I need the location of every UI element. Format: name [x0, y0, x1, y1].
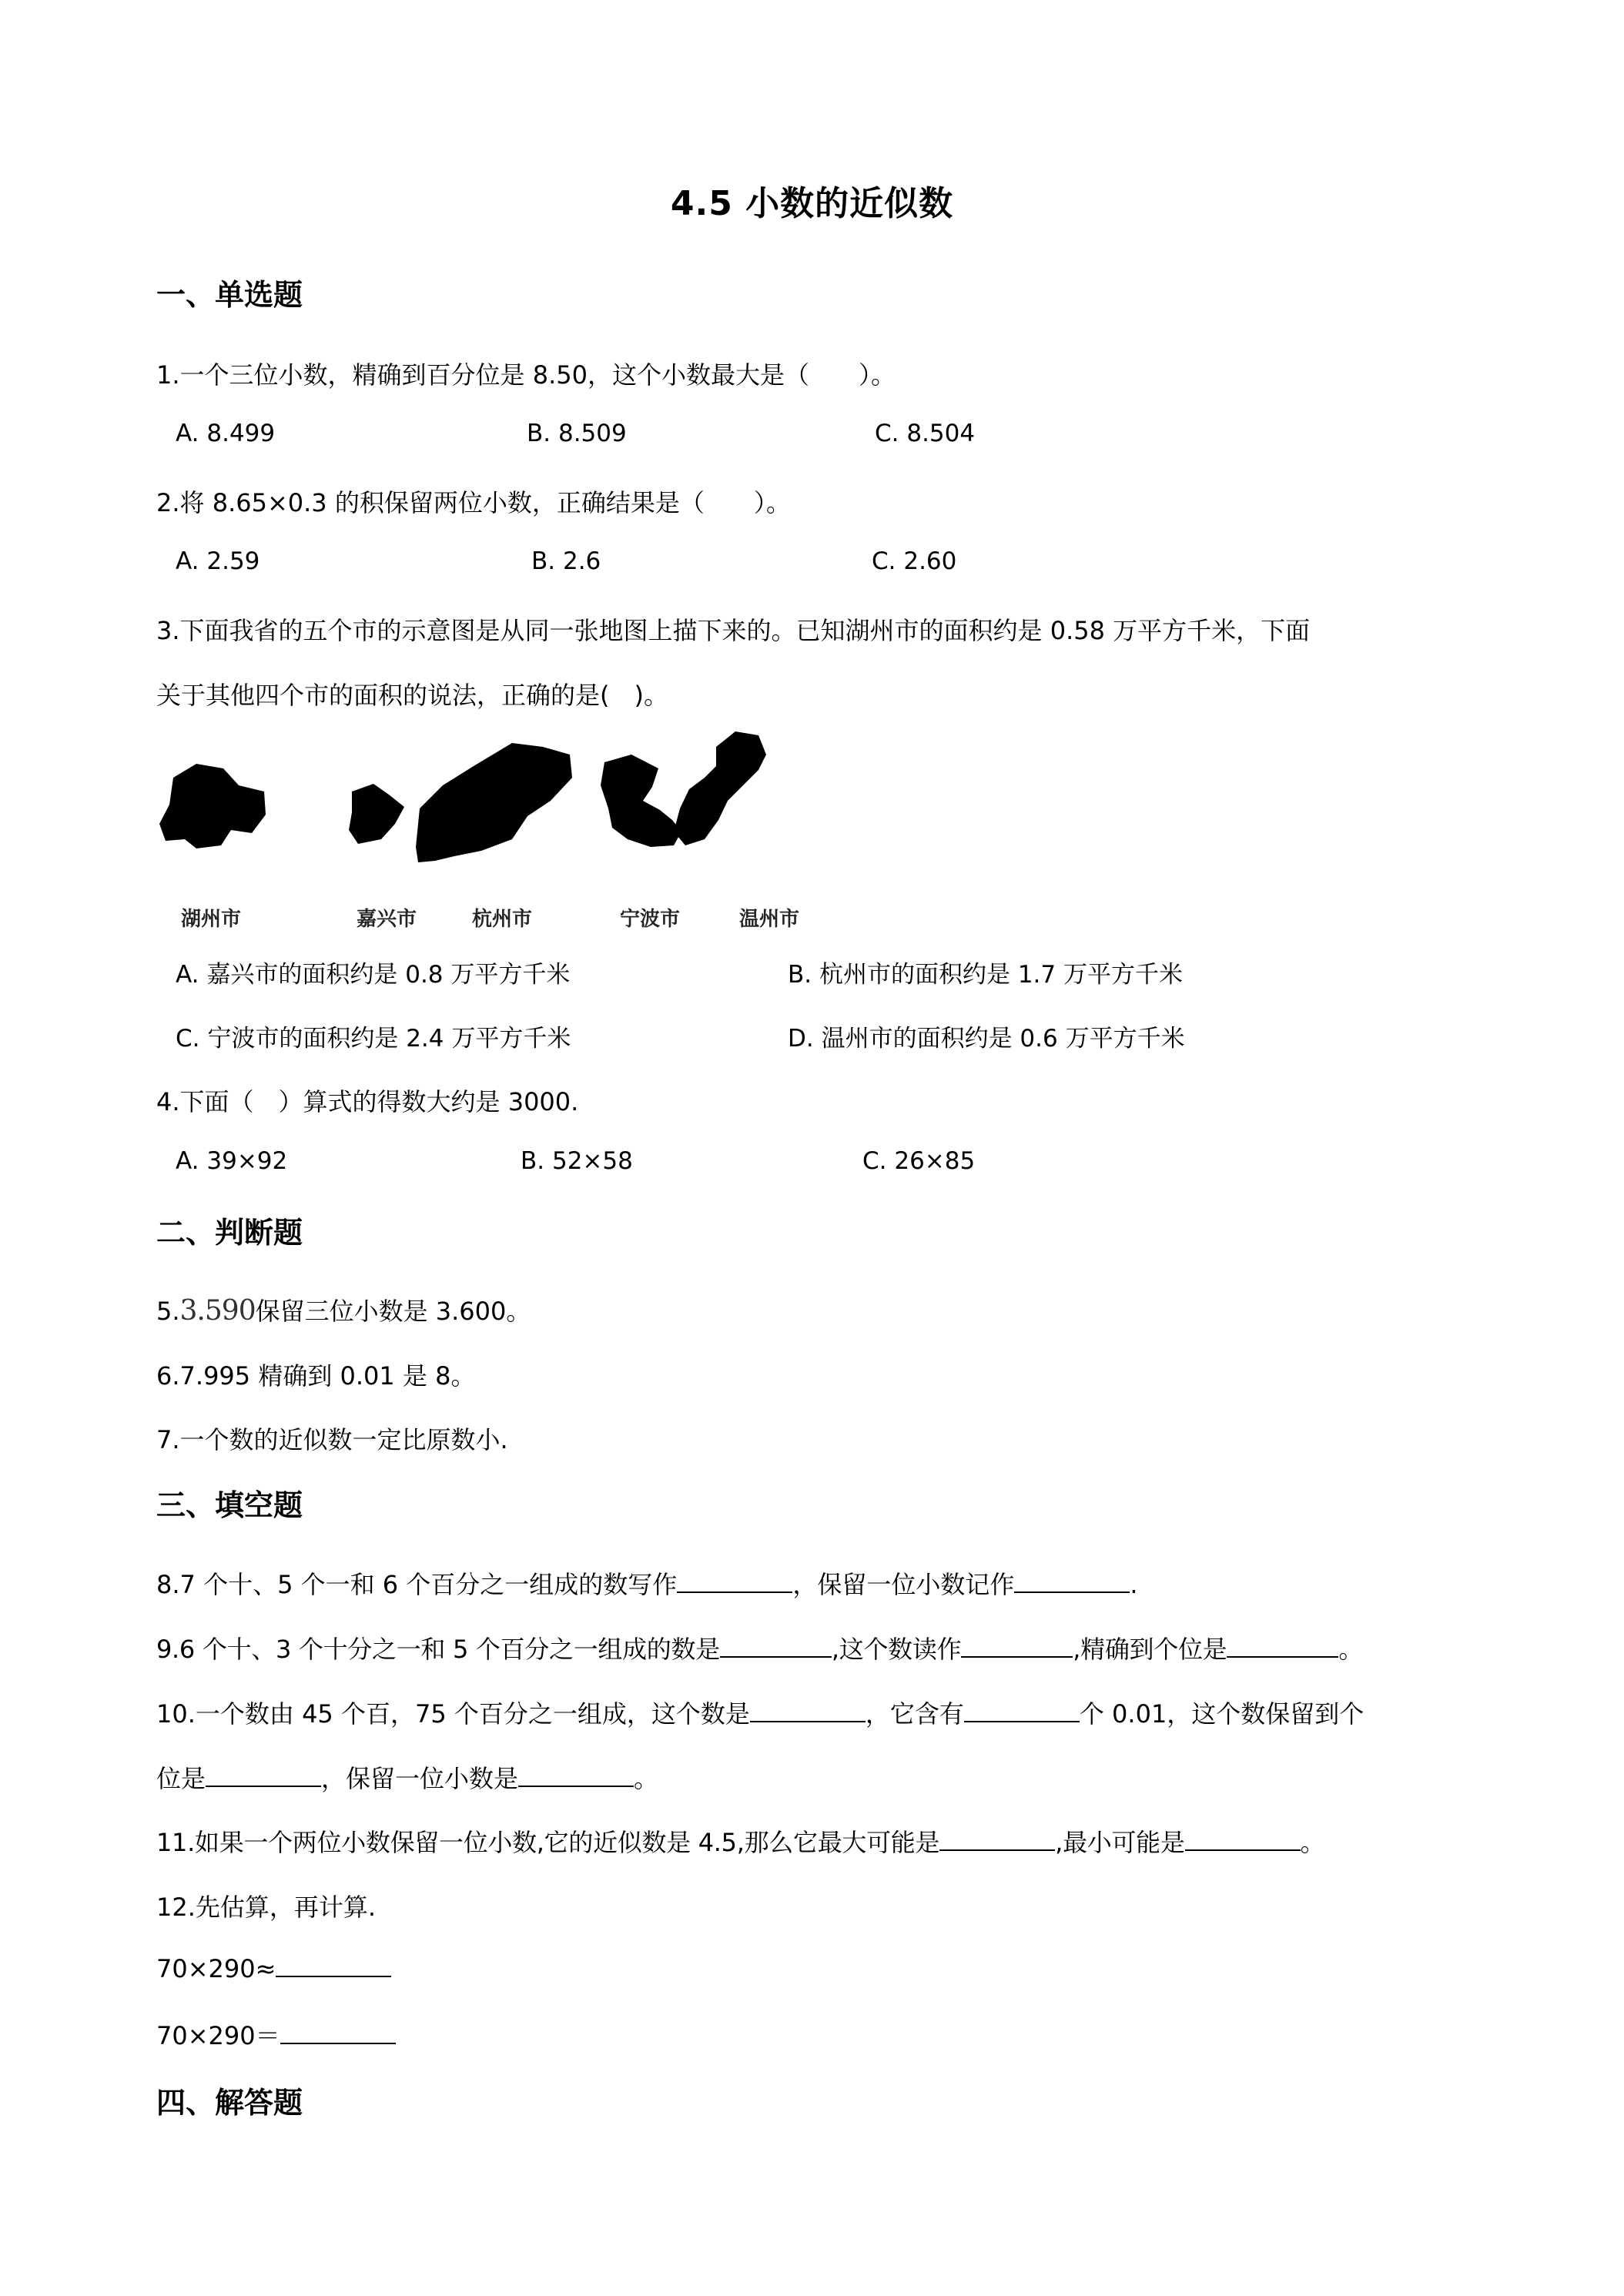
q12-estimate-expr: 70×290≈	[156, 1954, 276, 1983]
q10-text-3: 个 0.01，这个数保留到个	[1079, 1699, 1364, 1729]
q10-text-4: 位是	[156, 1764, 206, 1793]
q12-calculate-expr: 70×290＝	[156, 2021, 280, 2050]
q9-text-2: ,这个数读作	[831, 1635, 962, 1664]
q2-option-a: A. 2.59	[176, 547, 260, 575]
question-2: 2.将 8.65×0.3 的积保留两位小数，正确结果是（ ）。	[156, 488, 791, 517]
q2-option-c: C. 2.60	[872, 547, 957, 575]
q11-text-3: 。	[1300, 1828, 1325, 1857]
question-9	[156, 1630, 1363, 1665]
q9-text-1: 9.6 个十、3 个十分之一和 5 个百分之一组成的数是	[156, 1635, 720, 1664]
question-3-line-2: 关于其他四个市的面积的说法，正确的是( )。	[156, 681, 668, 710]
q8-text-1: 8.7 个十、5 个一和 6 个百分之一组成的数写作	[156, 1570, 678, 1599]
q4-option-a: A. 39×92	[176, 1147, 288, 1175]
question-10-line-2	[156, 1759, 658, 1795]
q10-blank-3[interactable]	[206, 1762, 321, 1787]
q12-blank-1[interactable]	[276, 1953, 391, 1977]
q8-text-3: .	[1130, 1570, 1138, 1599]
map-label-jiaxing: 嘉兴市	[357, 908, 417, 931]
q1-option-a: A. 8.499	[176, 420, 276, 447]
map-label-wenzhou: 温州市	[739, 908, 800, 931]
q11-text-2: ,最小可能是	[1055, 1828, 1185, 1857]
q11-text-1: 11.如果一个两位小数保留一位小数,它的近似数是 4.5,那么它最大可能是	[156, 1828, 940, 1857]
q10-blank-2[interactable]	[964, 1698, 1080, 1722]
huzhou-map-shape	[159, 764, 266, 848]
q3-option-b: B. 杭州市的面积约是 1.7 万平方千米	[788, 961, 1183, 989]
q10-blank-1[interactable]	[750, 1698, 866, 1722]
section-heading-fill-in: 三、填空题	[156, 1488, 303, 1522]
q8-text-2: ，保留一位小数记作	[792, 1570, 1015, 1599]
q1-option-b: B. 8.509	[527, 420, 627, 447]
question-7: 7.一个数的近似数一定比原数小.	[156, 1425, 508, 1454]
q5-number: 5.	[156, 1297, 180, 1326]
q9-text-3: ,精确到个位是	[1073, 1635, 1227, 1664]
page-title: 4.5 小数的近似数	[670, 184, 954, 223]
question-11	[156, 1823, 1324, 1859]
q9-text-4: 。	[1338, 1635, 1364, 1664]
wenzhou-map-shape	[674, 731, 766, 845]
q10-text-2: ，它含有	[865, 1699, 964, 1729]
q8-blank-2[interactable]	[1014, 1568, 1130, 1593]
q9-blank-1[interactable]	[720, 1633, 832, 1658]
q3-option-d: D. 温州市的面积约是 0.6 万平方千米	[788, 1025, 1185, 1053]
question-8	[156, 1565, 1138, 1601]
q5-handwritten-number: 3.590	[179, 1295, 256, 1327]
jiaxing-map-shape	[349, 784, 404, 844]
question-3-line-1: 3.下面我省的五个市的示意图是从同一张地图上描下来的。已知湖州市的面积约是 0.58 万平方千米，下面	[156, 616, 1311, 645]
q9-blank-3[interactable]	[1227, 1633, 1338, 1658]
hangzhou-map-shape	[416, 743, 572, 862]
q10-text-5: ，保留一位小数是	[321, 1764, 519, 1793]
q9-blank-2[interactable]	[961, 1633, 1073, 1658]
question-5	[156, 1292, 531, 1327]
q10-text-1: 10.一个数由 45 个百，75 个百分之一组成，这个数是	[156, 1699, 750, 1729]
q11-blank-2[interactable]	[1185, 1826, 1301, 1851]
q1-option-c: C. 8.504	[875, 420, 976, 447]
question-12: 12.先估算，再计算.	[156, 1893, 377, 1922]
question-1: 1.一个三位小数，精确到百分位是 8.50，这个小数最大是（ ）。	[156, 360, 896, 390]
map-label-ningbo: 宁波市	[620, 908, 681, 931]
section-heading-single-choice: 一、单选题	[156, 278, 303, 312]
q3-option-c: C. 宁波市的面积约是 2.4 万平方千米	[176, 1025, 571, 1053]
map-label-huzhou: 湖州市	[181, 908, 242, 931]
q11-blank-1[interactable]	[939, 1826, 1055, 1851]
question-6: 6.7.995 精确到 0.01 是 8。	[156, 1361, 476, 1391]
q12-calculate	[156, 2017, 396, 2052]
q10-text-6: 。	[634, 1764, 659, 1793]
q5-text: 保留三位小数是 3.600。	[255, 1297, 531, 1326]
ningbo-map-shape	[601, 755, 681, 847]
q12-estimate	[156, 1953, 391, 1983]
question-4: 4.下面（ ）算式的得数大约是 3000.	[156, 1087, 579, 1116]
q12-blank-2[interactable]	[280, 2020, 396, 2044]
question-10-line-1	[156, 1695, 1364, 1730]
q8-blank-1[interactable]	[677, 1568, 792, 1593]
map-label-hangzhou: 杭州市	[472, 908, 533, 931]
city-maps-figure	[150, 724, 989, 939]
q10-blank-4[interactable]	[518, 1762, 634, 1787]
section-heading-answer: 四、解答题	[156, 2086, 303, 2120]
q2-option-b: B. 2.6	[531, 547, 601, 575]
section-heading-true-false: 二、判断题	[156, 1216, 303, 1250]
q4-option-c: C. 26×85	[862, 1147, 976, 1175]
q3-option-a: A. 嘉兴市的面积约是 0.8 万平方千米	[176, 961, 571, 989]
q4-option-b: B. 52×58	[521, 1147, 633, 1175]
